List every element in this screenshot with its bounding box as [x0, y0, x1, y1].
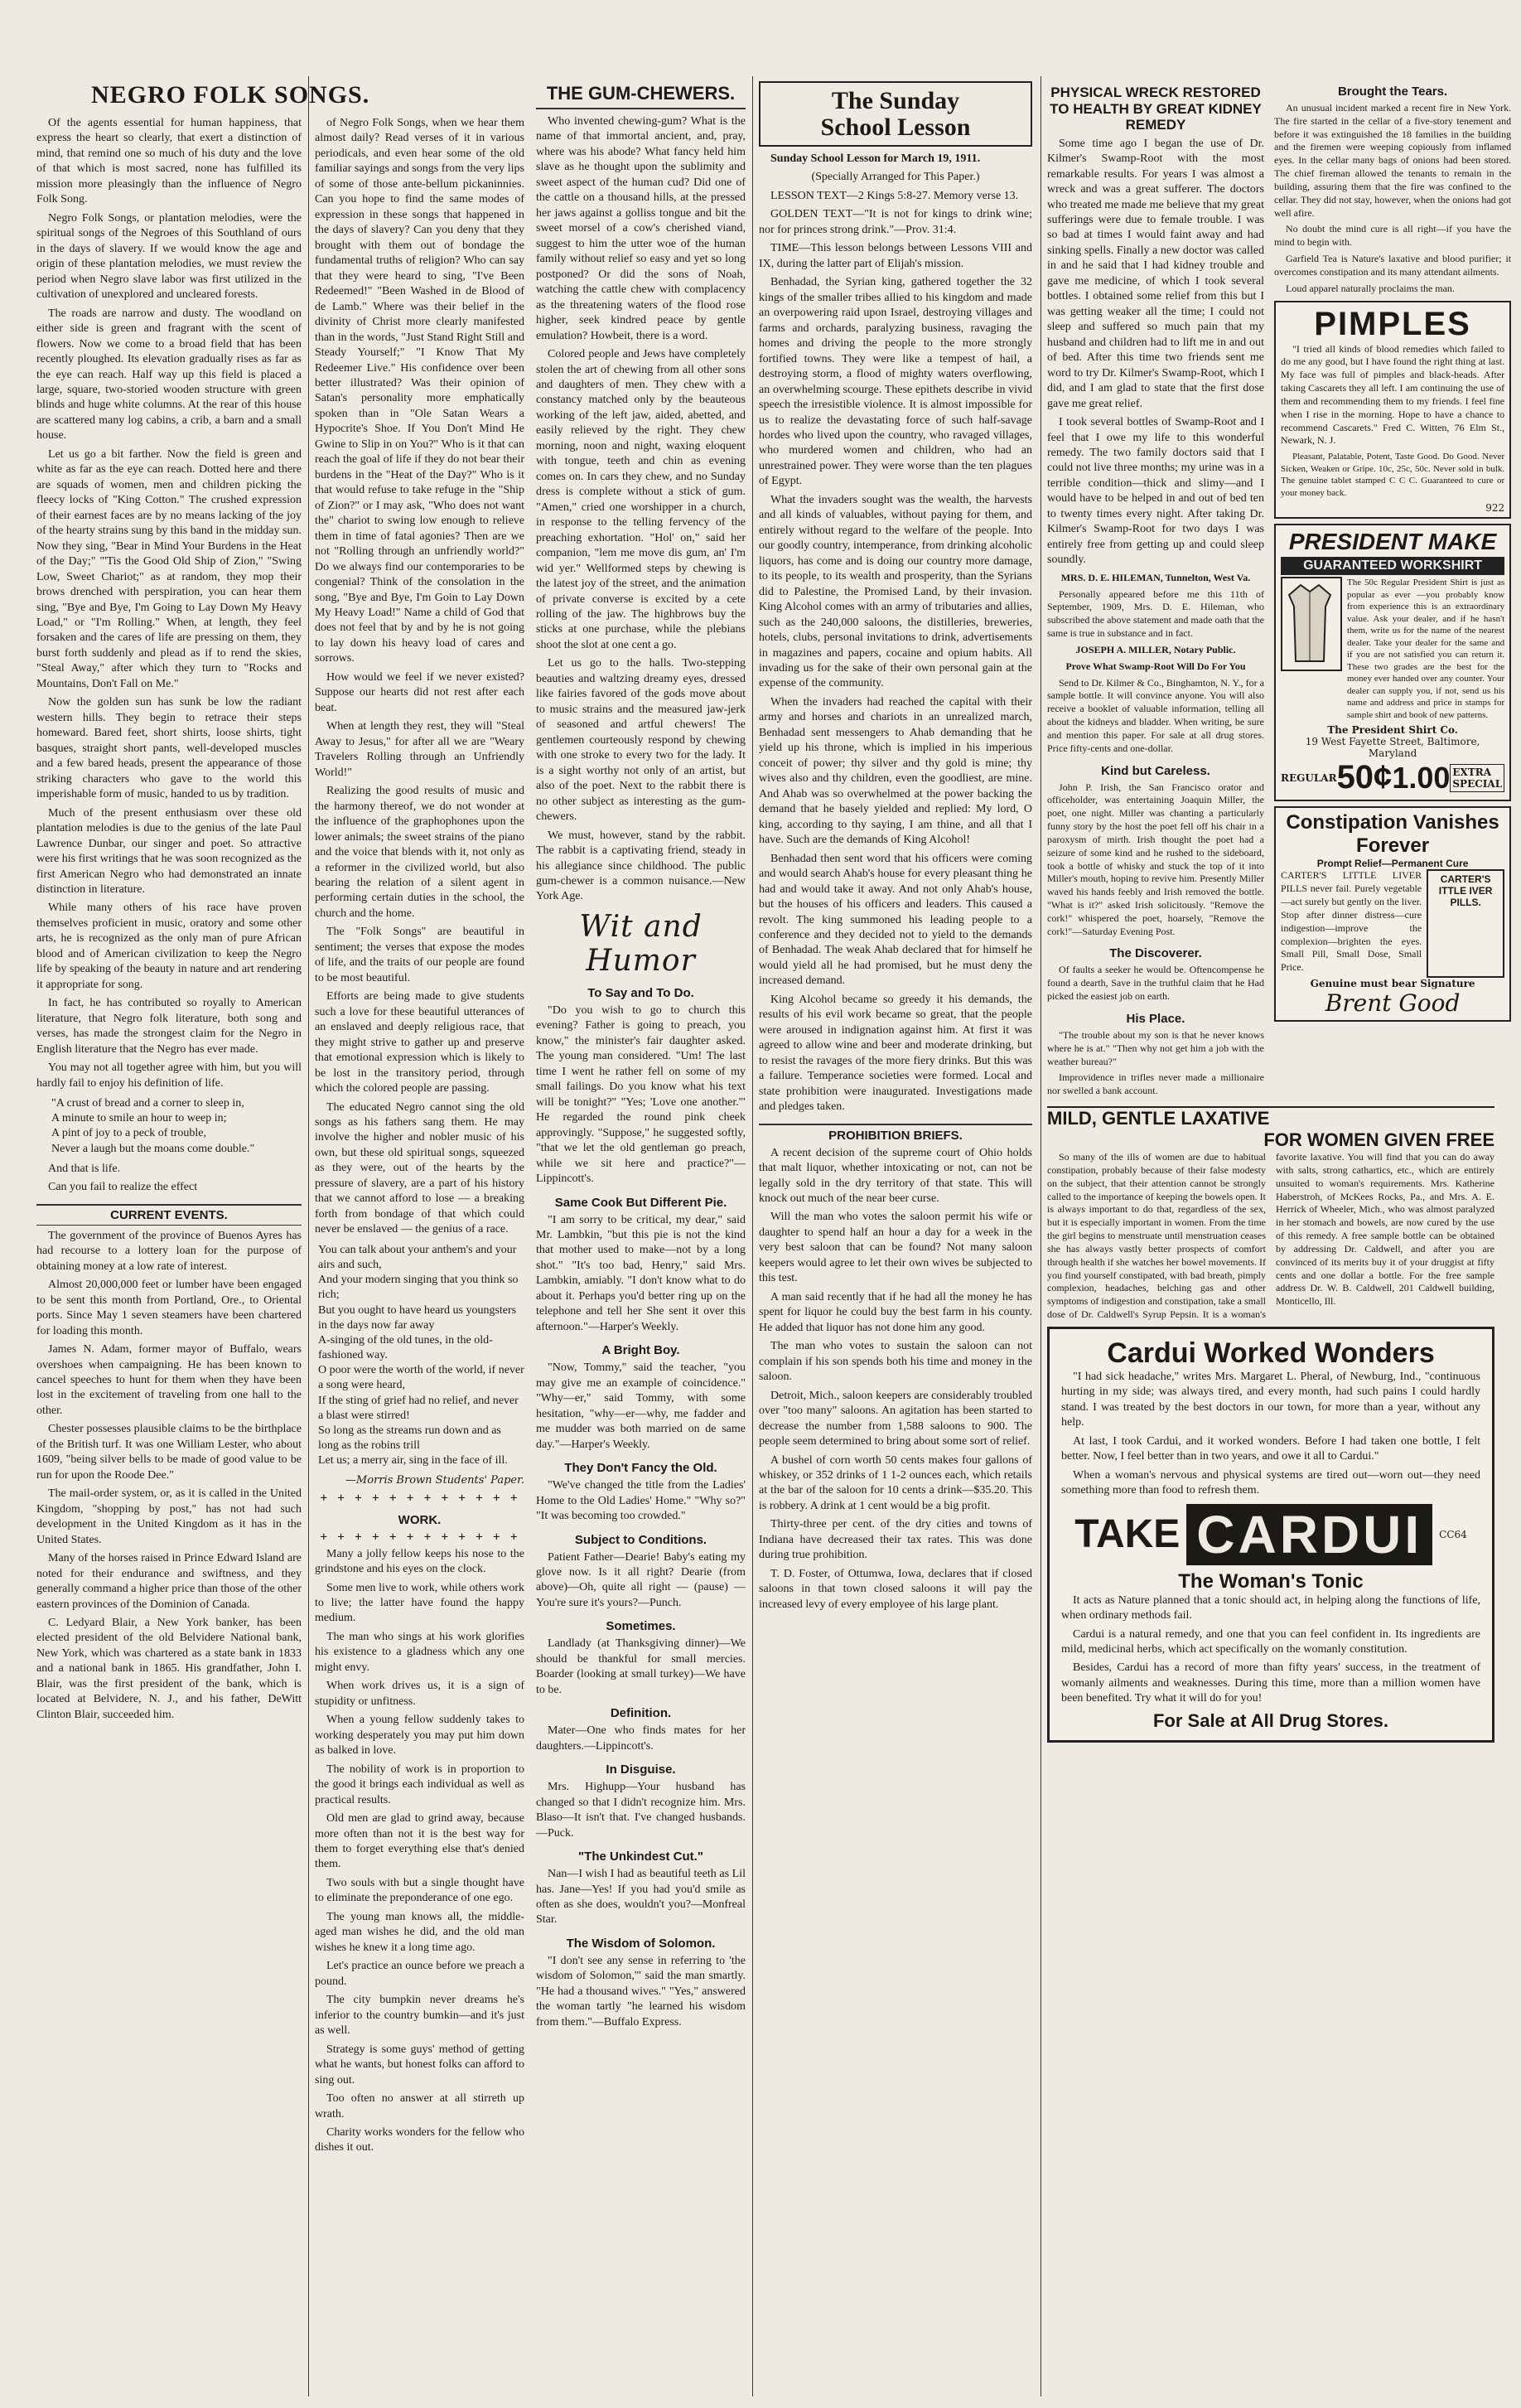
mild-laxative-ad — [1047, 1106, 1494, 1322]
work-item: The nobility of work is in proportion to the good it brings each individual as well as practical results. — [315, 1762, 524, 1806]
cardui-text: At last, I took Cardui, and it worked wonders. Before I had taken one bottle, I felt better. Now, I feel better than in two years, and owe it all to Cardui." — [1061, 1434, 1480, 1463]
president-sub: GUARANTEED WORKSHIRT — [1281, 557, 1504, 575]
paragraph: Efforts are being made to give students such a love for these beautiful utterances of an enslaved and deeply religious race, that they might strive to gather up and preserve that emotional expression which is likely to be lost in the transitory period, through which the colored people are passing. — [315, 990, 524, 1095]
president-text: The 50c Regular President Shirt is just as popular as ever —you probably know from experience this is an extraordinary value. Ask your dealer, and if he hasn't them, write us for the name of the nearest dealer. Take your dealer for the same and if you are not satisfied you can return it. These two grades are the best for the money ever handed over any counter. Your dealer can supply you, if not, send us his name and address and price in stamps for sample shirt and book of new patterns. — [1347, 578, 1505, 720]
news-item: C. Ledyard Blair, a New York banker, has been elected president of the old Belvidere National bank, New York, which was chartered as a state bank in 1833 and a national bank in 1865. His grandfather, John I. Blair, was the first president of the bank, which is located at Belvidere, N. J., and his father, DeWitt Clinton Blair, succeeded him. — [36, 1617, 302, 1721]
cardui-code: CC64 — [1439, 1528, 1467, 1540]
banner-line: School Lesson — [820, 113, 971, 141]
paragraph: Benhadad then sent word that his officers were coming and would search Ahab's house for every pleasant thing he had and would take it away. And not only Ahab's house, but the houses of his officers and leaders. This caused a revolt. The king summoned his leading people to a conference and they decided not to yield to the demands of Benhadad. The weak Ahab declared that for himself he would yield all he had promised, but he must deny the increased demand. — [759, 852, 1032, 988]
cardui-brand: CARDUI — [1186, 1504, 1432, 1565]
ads-left — [1047, 76, 1264, 1101]
tonic-text: It acts as Nature planned that a tonic should act, in helping along the functions of life, when ordinary methods fail. — [1061, 1593, 1480, 1622]
verse-line: Let us; a merry air, sing in the face of ill. — [318, 1454, 508, 1468]
paragraph: The roads are narrow and dusty. The woodland on either side is green and fragrant with the scent of flowers. Now we come to a broad field that has been recently ploughed. Its elevation gradually rises as far as the eye can reach. Half way up this field is placed a large, square, two-storied wooden structure with green blinds and huge white columns. At the rear of this house are scattered many log cabins, a crib, a barn and a small house. — [36, 307, 302, 442]
paragraph: Benhadad, the Syrian king, gathered together the 32 kings of the smaller tribes allied to his kingdom and made an overpowering raid upon Israel, destroying villages and farms and orchards, paralyzing business, ravaging the homes and driving the people to the more strongly fortified towns. They were like a tempest of hail, a destroying storm, a flood of mighty waters overflowing, an overwhelming scourge. These epithets describe in vivid speech the irresistible violence. It is almost impossible for us to realize the devastating force of such half-savage hordes who lived upon the country, who ravaged villages, who murdered women and children, who had an unrestrained power. They were worse than the ten plagues of Egypt. — [759, 276, 1032, 488]
verse-line: Never a laugh but the moans come double." — [51, 1142, 255, 1155]
joke-text: "Do you wish to go to church this evening? Father is going to preach, you know," the minister's fair daughter asked. The young man considered. "Um! The last time I went he rather fell on some of my small failings. Do you know what his text will be tonight?" "Yes; 'Love one another.'" He regarded the round pink cheek approvingly. "Suppose," he suggested softly, "that we let the old gentleman go preach, while we sit here and practice?"—Lippincott's. — [536, 1003, 746, 1186]
paragraph: What the invaders sought was the wealth, the harvests and all kinds of valuables, without paying for them, and entirely without regard to the welfare of the people. Into our goodly country, intemperance, from drinking alcoholic liquors, has come and is doing our country more damage, to its people, to its wealth and prosperity, than the Syrians did to Palestine, the Promised Land, by their invasion. King Alcohol comes with an army of tributaries and allies, such as the 240,000 saloons, the distilleries, breweries, hotels, clubs, personal invitations to drink, advertisements in magazines and papers, cocaine and opium habits. All invading us for the sake of their own personal gain at the expense of the community. — [759, 493, 1032, 690]
prohibition-item: Thirty-three per cent. of the dry cities and towns of Indiana have decreased their tax rates. This was done during true prohibition. — [759, 1518, 1032, 1562]
cardui-text: "I had sick headache," writes Mrs. Margaret L. Pheral, of Newburg, Ind., "continuous hurting in my side; was always tired, and every month, had such pains I could hardly stand. I was treated by the best doctors in our town, for more than a year, without any help. — [1061, 1370, 1480, 1429]
discoverer-text: Of faults a seeker he would be. Oftencompense he found a dearth, Save in the truthful claim that he Had picked the easiest job on earth. — [1047, 964, 1264, 1003]
notary-text: Personally appeared before me this 11th of September, 1909, Mrs. D. E. Hileman, who subscribed the above statement and made oath that the same is true in substance and in fact. — [1047, 587, 1264, 640]
work-item: The young man knows all, the middle-aged man wishes he did, and the old man wishes he knew it a long time ago. — [315, 1910, 524, 1954]
paragraph: When the invaders had reached the capital with their army and horses and chariots in an unrealized march, Benhadad sent messengers to Ahab demanding that he yield up his throne, which is implied in his imperious conceit of power; thy silver and thy gold is mine; thy wives also and thy children, even the goodliest, are mine. And Ahab was so overwhelmed at the power backing the demand that he basely yielded and replied: My lord, O king, according to thy saying, I am thine, and all that I have. Such are the demands of King Alcohol! — [759, 695, 1032, 847]
prohibition-item: A man said recently that if he had all the money he has spent for liquor he could buy the best farm in his county. He added that liquor has not done him any good. — [759, 1290, 1032, 1334]
stars-divider: + + + + + + + + + + + + — [320, 1491, 519, 1505]
joke-title: In Disguise. — [606, 1762, 676, 1777]
article-title-gum-chewers: THE GUM-CHEWERS. — [536, 83, 746, 109]
column-sunday-school — [759, 76, 1032, 1616]
news-item: Almost 20,000,000 feet or lumber have been engaged to be sent this month from Portland, Ore., to Oriental ports. Since May 1 seven steamers have been chartered for loading this month. — [36, 1279, 302, 1337]
section-title-kind: Kind but Careless. — [1101, 763, 1210, 778]
regular-label: REGULAR — [1281, 771, 1337, 784]
paragraph: The educated Negro cannot sing the old songs as his fathers sang them. He may involve the higher and nobler music of his own, but these old spiritual songs, squeezed as they were, out of the hearts by the pressure of slavery, are a part of his history that we cannot afford to lose — a breaking forth from bondage of that which could never be enslaved — the genius of a race. — [315, 1100, 524, 1236]
president-title: PRESIDENT MAKE — [1288, 529, 1497, 555]
prohibition-item: A recent decision of the supreme court of Ohio holds that malt liquor, whether intoxicating or not, can not be legally sold in the dry territory of that state. This will knock out much of the near beer curse. — [759, 1146, 1032, 1205]
mild-sub: FOR WOMEN GIVEN FREE — [1263, 1129, 1494, 1151]
paragraph: Colored people and Jews have completely stolen the art of chewing from all other sons and daughters of men. They chew with a constancy matched only by the beauteous working of the left jaw, aided, abetted, and easily relieved by the right. They chew morning, noon and night, waxing eloquent with tongue, teeth and chin as evening comes on. In cars they chew, and no Sunday dress is complete without a stick of gum. "Amen," cried one worshipper in a church, in response to the telling fervency of the preaching exhortation. "Hol' on," said her companion, "lem me move dis gum, an' I'm wid yer." Wellformed steps by chewing is the latest joy of the street, and the animation of private converse is excited by a cete rolling of the jaw. The highbrows buy the sticks at one purchase, while the plebians shoot the slot at one cent a go. — [536, 348, 746, 651]
news-item: Many of the horses raised in Prince Edward Island are noted for their endurance and swiftness, and they generally command a higher price than those of the other eastern provinces of the Dominion of Canada. — [36, 1552, 302, 1611]
joke-title: Sometimes. — [606, 1619, 676, 1634]
kind-text: John P. Irish, the San Francisco orator and officeholder, was entertaining Joaquin Miller, the poet, one night. Miller was chanting a particularly funny story by the host the poet fell off his chair in a paroxysm of mirth. Irish thought the poet had a seizure of some kind and he rushed to the sideboard, took a bottle of whisky and stuck the top of it into Miller's mouth, hoping to revive him. Presently Miller waved his hands feebly and Irish removed the bottle. "What is it?" asked Irish solicitously. "Remove the cork!" whispered the poet, hoarsely, "Remove the cork!"—Saturday Evening Post. — [1047, 781, 1264, 937]
ad-title-swamp-root: PHYSICAL WRECK RESTORED TO HEALTH BY GREAT KIDNEY REMEDY — [1050, 85, 1262, 133]
paragraph: Much of the present enthusiasm over these old plantation melodies is due to the genius of the late Paul Lawrence Dunbar, our singer and poet. So attractive were his first writings that he was soon recognized as the first American Negro who had demonstrated an innate distinction in literature. — [36, 806, 302, 896]
price-50c: 50¢ — [1336, 759, 1393, 796]
section-title-prohibition: PROHIBITION BRIEFS. — [759, 1124, 1032, 1143]
joke-title: Same Cook But Different Pie. — [554, 1195, 727, 1210]
improvidence-text: Improvidence in trifles never made a millionaire nor swelled a bank account. — [1047, 1071, 1264, 1097]
carters-ad — [1274, 806, 1511, 1022]
lesson-text: LESSON TEXT—2 Kings 5:8-27. Memory verse 13. — [770, 189, 1019, 202]
poem-verse — [318, 1243, 524, 1469]
paragraph: While many others of his race have proven themselves proficient in music, oratory and some other arts, he is recognized as the only man of pure African blood and of American civilization to keep the Negro life by speaking of the beauty in nature and art rendering it appropriate for song. — [36, 902, 302, 991]
column-rule — [308, 76, 309, 2396]
verse-line: O poor were the worth of the world, if never a song were heard, — [318, 1364, 524, 1392]
paragraph: Of the agents essential for human happiness, that express the heart so clearly, that exert a distinction of mind, that remind one so much of his duty and the love of that which is most sacred, none has fulfilled its mission more pleasingly than the influence of Negro Folk Song. — [36, 117, 302, 206]
joke-title: A Bright Boy. — [601, 1343, 680, 1358]
work-item: When work drives us, it is a sign of stupidity or unfitness. — [315, 1680, 524, 1708]
joke-text: Landlady (at Thanksgiving dinner)—We should be thankful for small mercies. Boarder (looking at small turkey)—We have to be. — [536, 1637, 746, 1696]
carters-body — [1281, 869, 1504, 978]
two-col-split — [315, 83, 746, 2159]
news-item: The mail-order system, or, as it is called in the United Kingdom, "shopping by post," has not had such development in the United Kingdom as it has in the United States. — [36, 1487, 302, 1546]
const-sub: Prompt Relief—Permanent Cure — [1316, 858, 1469, 870]
prove-heading: Prove What Swamp-Root Will Do For You — [1065, 660, 1246, 672]
work-item: Charity works wonders for the fellow who dishes it out. — [315, 2125, 524, 2154]
prove-text: Send to Dr. Kilmer & Co., Binghamton, N. Y., for a sample bottle. It will convince anyone. You will also receive a booklet of valuable information, telling all about the kidneys and bladder. When writing, be sure and mention this paper. For sale at all drug stores. Price fifty-cents and one-dollar. — [1047, 676, 1264, 754]
paragraph: Who invented chewing-gum? What is the name of that immortal ancient, and, pray, where was his abode? What fancy held him slave as he thought upon the sublimity and sweet aspect of the human cud? Did one of the cattle on a thousand hills, at the pressed her jaws against a golliss tongue and bit the sweet morsel of a cow's cherished viand, suggest to him the utter woe of the human family without relief so easy and yet so long postponed? Or did the sons of Noah, watching the cattle chew with complacency as the threatening waters of the flood rose higher, seek kindred peace by gentle emulation? Howbeit, there is a word. — [536, 115, 746, 342]
pimples-title: PIMPLES — [1314, 305, 1471, 342]
joke-text: "I am sorry to be critical, my dear," said Mr. Lambkin, "but this pie is not the kind that mother used to make—not by a long shot." "It's too bad, Henry," said Mrs. Lambkin, amiably. "I don't know what to do about it. Perhaps you'd better ring up on the telephone and tell her She sent it over this afternoon."—Harper's Weekly. — [536, 1213, 746, 1333]
paragraph: The "Folk Songs" are beautiful in sentiment; the verses that expose the modes of life, and the traits of our people are found to be most beautiful. — [315, 926, 524, 984]
pimples-number: 922 — [1485, 502, 1505, 515]
joke-text: Mrs. Highupp—Your husband has changed so that I didn't recognize him. Mrs. Blaso—It isn't that. I've changed husbands.—Puck. — [536, 1781, 746, 1840]
for-sale: For Sale at All Drug Stores. — [1152, 1709, 1389, 1731]
joke-text: Nan—I wish I had as beautiful teeth as Lil has. Jane—Yes! If you had you'd smile as often as she does, wouldn't you?—Monfreal Star. — [536, 1868, 746, 1927]
signature-logo: Brent Good — [1325, 989, 1461, 1018]
prohibition-item: The man who votes to sustain the saloon can not complain if his son spends both his time and money in the saloon. — [759, 1340, 1032, 1384]
pimples-ad — [1274, 301, 1511, 520]
carters-logo: CARTER'S ITTLE IVER PILLS. — [1427, 869, 1504, 978]
tonic-text: Besides, Cardui has a record of more than fifty years' success, in the treatment of womanly ailments and weaknesses. During this time, more than a million women have been benefited. Try what it will do for you! — [1061, 1661, 1480, 1705]
joke-title: They Don't Fancy the Old. — [564, 1461, 717, 1476]
work-item: Some men live to work, while others work to live; the latter have found the happy medium. — [315, 1581, 524, 1625]
news-item: The government of the province of Buenos Ayres has had recourse to a lottery loan for the purpose of obtaining money at a low rate of interest. — [36, 1229, 302, 1273]
verse-line: A-singing of the old tunes, in the old-fashioned way. — [318, 1333, 493, 1362]
place-text: "The trouble about my son is that he never knows where he is at." "Then why not get him a job with the weather bureau?" — [1047, 1028, 1264, 1067]
joke-text: "I don't see any sense in referring to 'the wisdom of Solomon,'" said the man smartly. "He had a thousand wives." "Yes," answered the woman tartly "he learned his wisdom from them."—Buffalo Express. — [536, 1954, 746, 2028]
price-row — [1281, 759, 1504, 796]
section-title-discoverer: The Discoverer. — [1109, 946, 1202, 961]
work-item: The city bumpkin never dreams he's inferior to the country bumkin—and it's just as well. — [315, 1994, 524, 2038]
verse-line: A minute to smile an hour to weep in; — [51, 1112, 227, 1125]
cardui-ad — [1047, 1327, 1494, 1743]
testimonial-paragraph: Some time ago I began the use of Dr. Kilmer's Swamp-Root with the most remarkable results. For years I was almost a wreck and was a great sufferer. The doctors who treated me made me believe that my great sufferings were due to female trouble. I was so bad at times I would faint away and had sinking spells. Finally a new doctor was called in and he said that I had kidney trouble and gave me medicine, of which I took several bottles. I obtained some relief from this but I was getting weaker all the time; I could not sleep and suffered so much pain that my husband and children had to lift me in and out of bed. After this time two friends sent me word to try Dr. Kilmer's Swamp-Root, which I did, and I am glad to state that the first dose gave me great relief. — [1047, 137, 1265, 410]
work-item: When a young fellow suddenly takes to working desperately you may put him down as balked in love. — [315, 1714, 524, 1758]
mild-text: So many of the ills of women are due to habitual constipation, probably because of their false modesty on the subject, that their attention cannot be strongly called to the importance of keeping the bowels open. It is always important to do that, regardless of the sex, but it is especially important in women. From the time the girl begins to menstruate until menstruation ceases she has always vastly better prospects of comfort through health if she watches her bowel movements. If you find yourself constipated, with bad breath, pimply complexion, headaches, belching gas and other symptoms of indigestion and constipation, take a small dose of Dr. Caldwell's Syrup Pepsin. It is a woman's favorite laxative. You will find that you can do away with salts, strong cathartics, etc., which are entirely unsuited to woman's requirements. Mrs. Katherine Haberstroh, of McKees Rocks, Pa., and Mrs. A. E. Herrick of Wheeler, Mich., who was almost paralyzed in her stomach and bowels, are now cured by the use of this remedy. A free sample bottle can be obtained by addressing Dr. Caldwell, and after you are convinced of its merits buy it of your druggist at fifty cents and one dollar a bottle. For the free sample address Dr. W. B. Caldwell, 201 Caldwell building, Monticello, Ill. — [1047, 1151, 1494, 1321]
paragraph: Can you fail to realize the effect — [48, 1181, 198, 1194]
cardui-text: When a woman's nervous and physical systems are tired out—worn out—they need something more than food to refresh them. — [1061, 1468, 1480, 1497]
doubt-text: No doubt the mind cure is all right—if you have the mind to begin with. — [1274, 223, 1512, 249]
work-item: The man who sings at his work glorifies his existence to a gladness which any one might envy. — [315, 1630, 524, 1674]
joke-text: "Now, Tommy," said the teacher, "you may give me an example of coincidence." "Why—er," said Tommy, with some hesitation, "why—er—why, me fadder and me mudder was both married on de same day."—Harper's Weekly. — [536, 1361, 746, 1451]
const-text: CARTER'S LITTLE LIVER PILLS never fail. Purely vegetable—act surely but gently on the liver. Stop after dinner distress—cure indigestion—improve the complexion—brighten the eyes. Small Pill, Small Dose, Small Price. — [1281, 869, 1422, 974]
joke-title: To Say and To Do. — [587, 985, 694, 1000]
work-item: Strategy is some guys' method of getting what he wants, but honest folks can afford to sing out. — [315, 2043, 524, 2086]
joke-text: Patient Father—Dearie! Baby's eating my glove now. Is it all right? Dearie (from above)—Oh, quite all right — (pause) — You're sure it's yours?—Punch. — [536, 1550, 746, 1609]
pimples-small: Pleasant, Palatable, Potent, Taste Good. Do Good. Never Sicken, Weaken or Gripe. 10c, 25c, 50c. Never sold in bulk. The genuine tablet stamped C C C. Guaranteed to cure or your money back. — [1281, 452, 1505, 498]
joke-title: The Wisdom of Solomon. — [566, 1936, 716, 1951]
section-title-place: His Place. — [1126, 1011, 1185, 1026]
shirt-illustration — [1281, 577, 1342, 671]
verse-line: But you ought to have heard us youngsters in the days now far away — [318, 1303, 517, 1332]
take-word: TAKE — [1074, 1512, 1181, 1557]
verse-line: "A crust of bread and a corner to sleep in, — [51, 1097, 244, 1110]
paragraph: And that is life. — [48, 1162, 121, 1175]
work-item: Two souls with but a single thought have to eliminate the preponderance of one ego. — [315, 1876, 524, 1905]
section-title-current-events: CURRENT EVENTS. — [36, 1204, 302, 1226]
paragraph: King Alcohol became so greedy it his demands, the results of his evil work became so great, that the people were aroused in indignation against him. At first it was agreed to allow wine and beer and moderate drinking, but to resist the ravages of the more fiery drinks. But this was a failure. Temperance societies were formed. Local and state prohibition were inaugurated. Investigations made and pledges taken. — [759, 993, 1032, 1114]
price-1-00: 1.00 — [1392, 760, 1451, 795]
joke-text: Mater—One who finds mates for her daughters.—Lippincott's. — [536, 1724, 746, 1753]
paragraph: Let us go to the halls. Two-stepping beauties and waltzing dreamy eyes, dressed like fairies favored of the gods move about to music strains and the measured jaw-jerk of seasoned and artful chewers! The gentlemen courteously respond by chewing with one stroke to every two for the lady. It is a sight worthy not only of an artist, but also of the poet. Next to the rabbit there is no other subject as interesting as the gum-chewers. — [536, 657, 746, 824]
paragraph: Let us go a bit farther. Now the field is green and white as far as the eye can reach. Dotted here and there are squads of women, men and children picking the fleecy locks of "King Cotton." The crushed expression of their earnest faces are by no means lacking of the joy of the hearty strains sung by this band in the midday sun. Now they sing, "Bear in Mind Your Burdens in the Heat of the Day;" "'Tis the Good Old Ship of Zion," "Swing Low, Sweet Chariot;" as at random, they mop their brows drenched with perspiration, you can hear them sing, "Bye and Bye, I'm Going to Lay Down My Heavy Load," or "I'm Rolling." When, at length, they feel forsaken and the cares of life are pressing on them, they burst forth suddenly and plead as if to rend the skies, "Steal Away," after which they turn to "Rocks and Mountains, Don't Fall on Me." — [36, 447, 302, 690]
shirt-icon — [1282, 578, 1337, 666]
work-item: Too often no answer at all stirreth up wrath. — [315, 2092, 524, 2120]
paragraph: Realizing the good results of music and the harmony thereof, we do not wonder at the influence of the graphophones upon the lower animals; the sweet strains of the piano and the voice that blends with it, not only as a reformer in the civilized world, but also bearing the relation of a silent agent in performing certain duties in the school, the church and the home. — [315, 785, 524, 920]
joke-title: Definition. — [610, 1706, 672, 1721]
stars-divider: + + + + + + + + + + + + — [320, 1530, 519, 1544]
tears-text: An unusual incident marked a recent fire in New York. The fire started in the cellar of a five-story tenement and before it was extinguished the 18 families in the building and the firemen were weeping copiously from inflamed eyes. In the cellar many bags of onions had been stored. The chief fireman allowed the tenants to remain in the building, assuring them that the fire was confined to the cellar. They did not stay, however, when the onions had got well afire. — [1274, 102, 1512, 219]
column-negro-folk-songs — [36, 76, 370, 1726]
paragraph: How would we feel if we never existed? Suppose our hearts did not rest after each beat. — [315, 670, 524, 714]
verse-line: So long as the streams run down and as long as the robins trill — [318, 1424, 501, 1453]
joke-text: "We've changed the title from the Ladies' Home to the Old Ladies' Home." "Why so?" "It was becoming too crowded." — [536, 1479, 746, 1523]
section-title-work: WORK. — [398, 1512, 442, 1527]
prohibition-item: T. D. Foster, of Ottumwa, Iowa, declares that if closed saloons in that town closed saloons it will pay the increased levy of every employee of his large plant. — [759, 1567, 1032, 1611]
joke-title: "The Unkindest Cut." — [578, 1850, 703, 1864]
paragraph: When at length they rest, they will "Steal Away to Jesus," for after all we are "Weary Travelers Rolling through an Unfriendly World!" — [315, 720, 524, 779]
column-ads — [1047, 76, 1512, 1748]
verse-line: If the sting of grief had no relief, and never a blast were stirred! — [318, 1394, 519, 1422]
tonic-text: Cardui is a natural remedy, and one that you can feel confident in. Its ingredients are mild, medicinal herbs, which act specifically on the womanly constitution. — [1061, 1627, 1480, 1656]
president-address: 19 West Fayette Street, Baltimore, Maryland — [1305, 736, 1480, 760]
ads-split — [1047, 76, 1512, 1101]
section-title-tears: Brought the Tears. — [1337, 85, 1448, 99]
paragraph: We must, however, stand by the rabbit. The rabbit is a captivating friend, steady in his allegiance since childhood. The public gum-chewer is a common nuisance.—New York Age. — [536, 829, 746, 903]
cardui-title: Cardui Worked Wonders — [1107, 1337, 1435, 1369]
mild-title: MILD, GENTLE LAXATIVE — [1047, 1108, 1270, 1129]
sunday-school-banner — [759, 81, 1032, 147]
take-cardui — [1061, 1504, 1480, 1565]
verse-line: And your modern singing that you think so rich; — [318, 1274, 519, 1302]
article-title-negro-folk-songs: NEGRO FOLK SONGS. — [91, 81, 370, 109]
work-item: Many a jolly fellow keeps his nose to the grindstone and his eyes on the clock. — [315, 1547, 524, 1576]
time-note: TIME—This lesson belongs between Lessons VIII and IX, during the latter part of Elijah's mission. — [759, 242, 1032, 270]
loud-text: Loud apparel naturally proclaims the man. — [1286, 282, 1455, 294]
notary-name: JOSEPH A. MILLER, Notary Public. — [1075, 643, 1236, 655]
folk-songs-continued — [315, 116, 524, 2159]
president-shirt-ad — [1274, 524, 1511, 801]
president-body — [1281, 577, 1504, 724]
paragraph: Negro Folk Songs, or plantation melodies, were the spiritual songs of the Negroes of this Southland of ours in the days of slavery. If we would know the age and origin of these plantation melodies, we must review the period when Negro slave labor was first utilized in the cultivation of unexplored and uncleared forests. — [36, 211, 302, 302]
extra-special: EXTRA SPECIAL — [1450, 764, 1504, 792]
joke-title: Subject to Conditions. — [574, 1532, 707, 1547]
paragraph: You may not all together agree with him, but you will hardly fail to enjoy his definition of life. — [36, 1061, 302, 1090]
work-item: Let's practice an ounce before we preach a pound. — [315, 1960, 524, 1988]
testimonial-paragraph: I took several bottles of Swamp-Root and I feel that I owe my life to this wonderful remedy. The two family doctors said that I could not live three months; my urine was in a terrible condition—thick and slimy—and I would have to be helped in and out of bed ten to twenty times every night. After taking Dr. Kilmer's Swamp-Root for two days I was entirely free from getting up and could sleep soundly. — [1047, 416, 1264, 567]
paragraph: In fact, he has contributed so royally to American literature, that Negro folk literature, both song and verses, has made the strongest claim for the Negro in English literature that the Negro has ever made. — [36, 997, 302, 1056]
golden-text: GOLDEN TEXT—"It is not for kings to drink wine; nor for princes strong drink."—Prov. 31:4. — [759, 208, 1032, 236]
president-company: The President Shirt Co. — [1327, 724, 1458, 737]
wit-and-humor-heading: Wit and Humor — [579, 909, 703, 978]
verse-line: A pint of joy to a peck of trouble, — [51, 1127, 207, 1140]
arranged-note: (Specially Arranged for This Paper.) — [811, 171, 980, 184]
prohibition-item: Will the man who votes the saloon permit his wife or daughter to spend half an hour a day for a week in the very best saloon that can be found? Not many saloon keepers would agree to let their own wives be subjected to this test. — [759, 1211, 1032, 1285]
column-middle — [315, 76, 746, 2159]
const-title: Constipation Vanishes Forever — [1286, 811, 1499, 858]
garfield-text: Garfield Tea is Nature's laxative and blood purifier; it overcomes constipation and its many attendant ailments. — [1274, 253, 1512, 278]
paragraph: of Negro Folk Songs, when we hear them almost daily? Read verses of it in various periodicals, and even hear some of the old familiar sayings and songs from the very lips of some of those ante-bellum pickaninnies. Can you hope to find the same modes of expression in these songs that happened in the days of slavery? Can you deny that they brought with them out of bondage the fundamental truths of religion? Who can say that they were heard to sing, "I've Been Redeemed!" "Been Washed in de Blood of de Lamb." Where was their belief in the divinity of Christ more clearly manifested than in the words, "Just Stand Right Still and Steady Yourself;" "I Know That My Redeemer Live." His confidence over been better illustrated? Was their opinion of Satan's personality more emphatically spoken than in "Ole Satan Wears a Hypocrite's Shoe. If You Don't Mind He Gwine to Slip in on You?" Who is it that can reach the goal of life if they do not bear their burdens in the "Heat of the Day?" Who is it that would refuse to take refuge in the "Ship of Zion?" or I may ask, "Who does not want the" chariot to swing low enough to relieve them in time of fatal agonies? Then are we not "Rolling through an unfriendly world?" Do we always find our contemporaries to be congenial? Think of the consolation in the song, "Bye and Bye, I'm Goin to Lay Down My Heavy Load!" Name a child of God that does not feel that by and by he is not going to lay down his heavy load of cares and sorrows. — [315, 117, 524, 665]
prohibition-item: Detroit, Mich., saloon keepers are considerably troubled over "too many" saloons. An agitation has been started to decrease the number from 1,588 saloons to 900. The people seem determined to bring about some sort of relief. — [759, 1389, 1032, 1448]
genuine-label: Genuine must bear Signature — [1310, 978, 1475, 990]
poem-verse — [51, 1096, 302, 1157]
womans-tonic: The Woman's Tonic — [1178, 1569, 1364, 1593]
lesson-heading: Sunday School Lesson for March 19, 1911. — [770, 152, 981, 165]
ads-right — [1274, 76, 1511, 1101]
column-rule — [752, 76, 753, 2396]
signer: MRS. D. E. HILEMAN, Tunnelton, West Va. — [1060, 571, 1251, 583]
banner-line: The Sunday — [831, 87, 960, 114]
pimples-text: "I tried all kinds of blood remedies which failed to do me any good, but I have found the right thing at last. My face was full of pimples and black-heads. After taking Cascarets they all left. I am continuing the use of them and recommending them to my friends. I feel fine when I rise in the morning. Hope to have a chance to recommend Cascarets." Fred C. Witten, 76 Elm St., Newark, N. J. — [1281, 342, 1505, 447]
news-item: James N. Adam, former mayor of Buffalo, wears overshoes when campaigning. He has been known to cancel speeches to hunt for them when they have been lost in the excitement of traveling from one hall to the other. — [36, 1343, 302, 1417]
byline: —Morris Brown Students' Paper. — [345, 1473, 524, 1487]
news-item: Chester possesses plausible claims to be the birthplace of the British turf. It was one William Lester, who about 1609, "being silver bells to be made of good value to be run for upon the Roode Dee." — [36, 1423, 302, 1482]
gum-chewers-and-humor — [536, 83, 746, 2159]
paragraph: Now the golden sun has sunk be low the radiant western hills. They begin to retrace their steps homeward. Bared feet, short shirts, loose shirts, tight basques, straight short pants, well-developed muscles and a few bared heads, present the appearance of those striking characters who gave to the world this imperishable form of music, handed to us by tradition. — [36, 696, 302, 801]
work-item: Old men are glad to grind away, because more often than not it is the best way for them to forget everything else that's denied them. — [315, 1812, 524, 1871]
verse-line: You can talk about your anthem's and your airs and such, — [318, 1243, 517, 1271]
prohibition-item: A bushel of corn worth 50 cents makes four gallons of whiskey, or 352 drinks of 1 1-2 ounces each, which retails at the bar of the saloon for 10 cents a drink—$35.20. This is robbery. A drink at 1 cent would be a big profit. — [759, 1453, 1032, 1512]
